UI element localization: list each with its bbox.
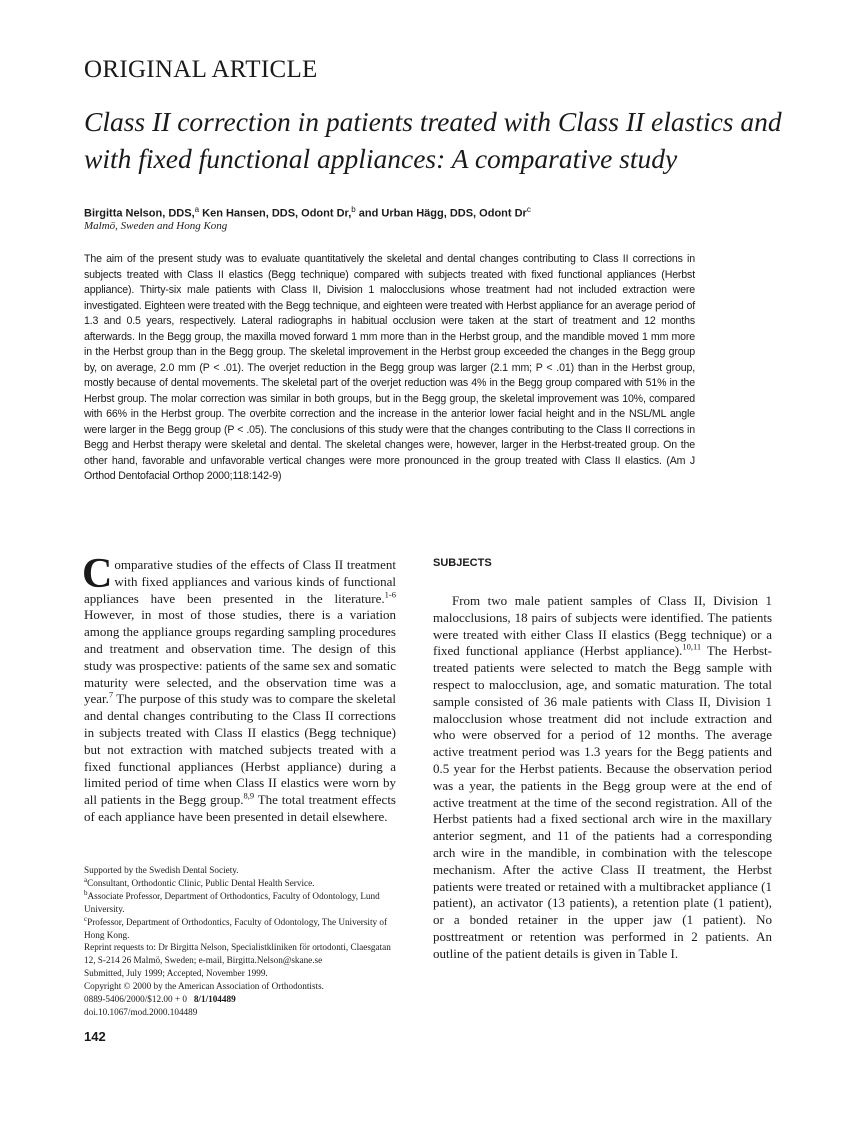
introduction-column <box>82 551 396 826</box>
author-location: Malmö, Sweden and Hong Kong <box>84 220 228 232</box>
affiliation-marker: a <box>194 205 200 214</box>
subjects-column <box>433 593 772 963</box>
article-title: Class II correction in patients treated with Class II elastics and with fixed functional appliances: A comparative study <box>84 106 782 174</box>
author-name: Birgitta Nelson, DDS, <box>84 207 195 220</box>
reference-marker: 7 <box>108 690 114 701</box>
abstract: The aim of the present study was to evaluate quantitatively the skeletal and dental changes contributing to Class II corrections in subjects treated with Class II elastics (Begg technique) compared with subjects treated with fixed functional appliances (Herbst appliance). Thirty-six male patients with Class II, Division 1 malocclusions whose treatment had not included extraction were investigated. Eighteen were treated with the Begg technique, and eighteen were treated with Herbst appliance for an average period of 1.3 and 0.5 years, respectively. Lateral radiographs in habitual occlusion were taken at the start of treatment and 12 months afterwards. In the Begg group, the maxilla moved forward 1 mm more than in the Herbst group, and the mandible moved 1 mm more in the Herbst group than in the Begg group. The skeletal improvement in the Herbst group exceeded the changes in the Begg group by, on average, 2.0 mm (P < .01). The overjet reduction in the Begg group was larger (2.1 mm; P < .01) than in the Herbst group, mostly because of dental movements. The skeletal part of the overjet reduction was 4% in the Begg group compared with 51% in the Herbst group. The molar correction was similar in both groups, but in the Begg group, the skeletal improvement was 10%, compared with 66% in the Herbst group. The overbite correction and the increase in the anterior lower facial height and in the NSL/ML angle were larger in the Begg group (P < .05). The conclusions of this study were that the changes contributing to the Class II corrections in Begg and Herbst therapy were skeletal and dental. The skeletal changes were, however, larger in the Herbst-treated group. On the other hand, favorable and unfavorable vertical changes were more pronounced in the group treated with Class II elastics. (Am J Orthod Dentofacial Orthop 2000;118:142-9) <box>84 253 695 482</box>
affiliation-marker: b <box>351 205 356 214</box>
affiliation-marker: c <box>526 205 531 214</box>
footnote-b: $^b$Associate Professor, Department of Orthodontics, Faculty of Odontology, Lund University. <box>84 888 380 914</box>
reference-marker: 8,9 <box>243 790 255 801</box>
author-list <box>84 205 531 220</box>
footnote-submitted: Submitted, July 1999; Accepted, November 1999. <box>84 968 268 979</box>
intro-text: The purpose of this study was to compare the skeletal and dental changes contributing to the Class II corrections in subjects treated with Class II elastics (Begg technique) but not extraction with matched subjects treated with a fixed functional appliances (Herbst appliance) during a limited period of time when Class II elastics were worn by all patients in the Begg group. <box>84 691 396 808</box>
drop-cap: C <box>82 551 113 597</box>
footnote-c: $^c$Professor, Department of Orthodontics, Faculty of Odontology, The University of Hong Kong. <box>84 914 388 940</box>
footnote-a: $^a$Consultant, Orthodontic Clinic, Public Dental Health Service. <box>84 875 315 888</box>
intro-text: However, in most of those studies, there is a variation among the appliance groups regarding sampling procedures and treatment and observation time. The design of this study was prospective: patients of the same sex and somatic maturity were selected, and the observation time was a year. <box>84 607 396 707</box>
reference-marker: 1-6 <box>384 589 396 600</box>
footnote-support: Supported by the Swedish Dental Society. <box>84 865 239 875</box>
footnote-copyright: Copyright © 2000 by the American Association of Orthodontists. <box>84 981 324 992</box>
subjects-paragraph: From two male patient samples of Class II, Division 1 malocclusions, 18 pairs of subjects were identified. The patients were treated with either Class II elastics (Begg technique) or a fixed functional appliance (Herbst appliance).$^{10,11}$ The Herbst-treated patients were selected to match the Begg sample with respect to malocclusion, age, and somatic maturation. The total sample consisted of 36 male patients with Class II, Division 1 malocclusion whose treatment did not include extraction and who were observed for a period of 12 months. The average active treatment period was 1.3 years for the Begg patients and 0.5 year for the Herbst patients. Because the observation period was a year, the patients in the Begg group were at the end of active treatment at the time of the second registration. All of the Herbst patients had a fixed sectional arch wire in the maxillary anterior segment, and 11 of the patients had a corresponding arch wire in the mandible, in combination with the telescope mechanism. After the active Class II treatment, the Herbst patients were treated or retained with a multibracket appliance (1 patient), an activator (13 patients), a retention plate (1 patient), or a bonded retainer in the upper jaw (1 patient). No posttreatment or retention was performed in 2 patients. An outline of the patient details is given in Table I. <box>433 593 772 961</box>
section-heading-subjects: SUBJECTS <box>433 557 492 569</box>
page-number: 142 <box>84 1029 106 1044</box>
introduction-paragraph <box>82 551 396 826</box>
footnote-reprint: Reprint requests to: Dr Birgitta Nelson, Specialistkliniken för ortodonti, Claesgatan 12, S-214 26 Malmö, Sweden; e-mail, Birgitta.Nelson@skane.se <box>84 942 391 966</box>
footnote-doi: doi.10.1067/mod.2000.104489 <box>84 1006 198 1017</box>
intro-text: omparative studies of the effects of Class II treatment with fixed appliances and various kinds of functional appliances have been presented in the literature. <box>84 557 396 606</box>
author-name: and Urban Hägg, DDS, Odont Dr <box>355 207 527 220</box>
footnote-issn: 0889-5406/2000/$12.00 + 0 8/1/104489 <box>84 994 236 1005</box>
footnotes <box>84 864 400 1019</box>
author-name: Ken Hansen, DDS, Odont Dr, <box>199 207 352 220</box>
reference-marker: 10,11 <box>682 642 702 653</box>
section-label: ORIGINAL ARTICLE <box>84 56 318 83</box>
intro-text: The total treatment effects of each appliance have been presented in detail elsewhere. <box>84 792 396 824</box>
